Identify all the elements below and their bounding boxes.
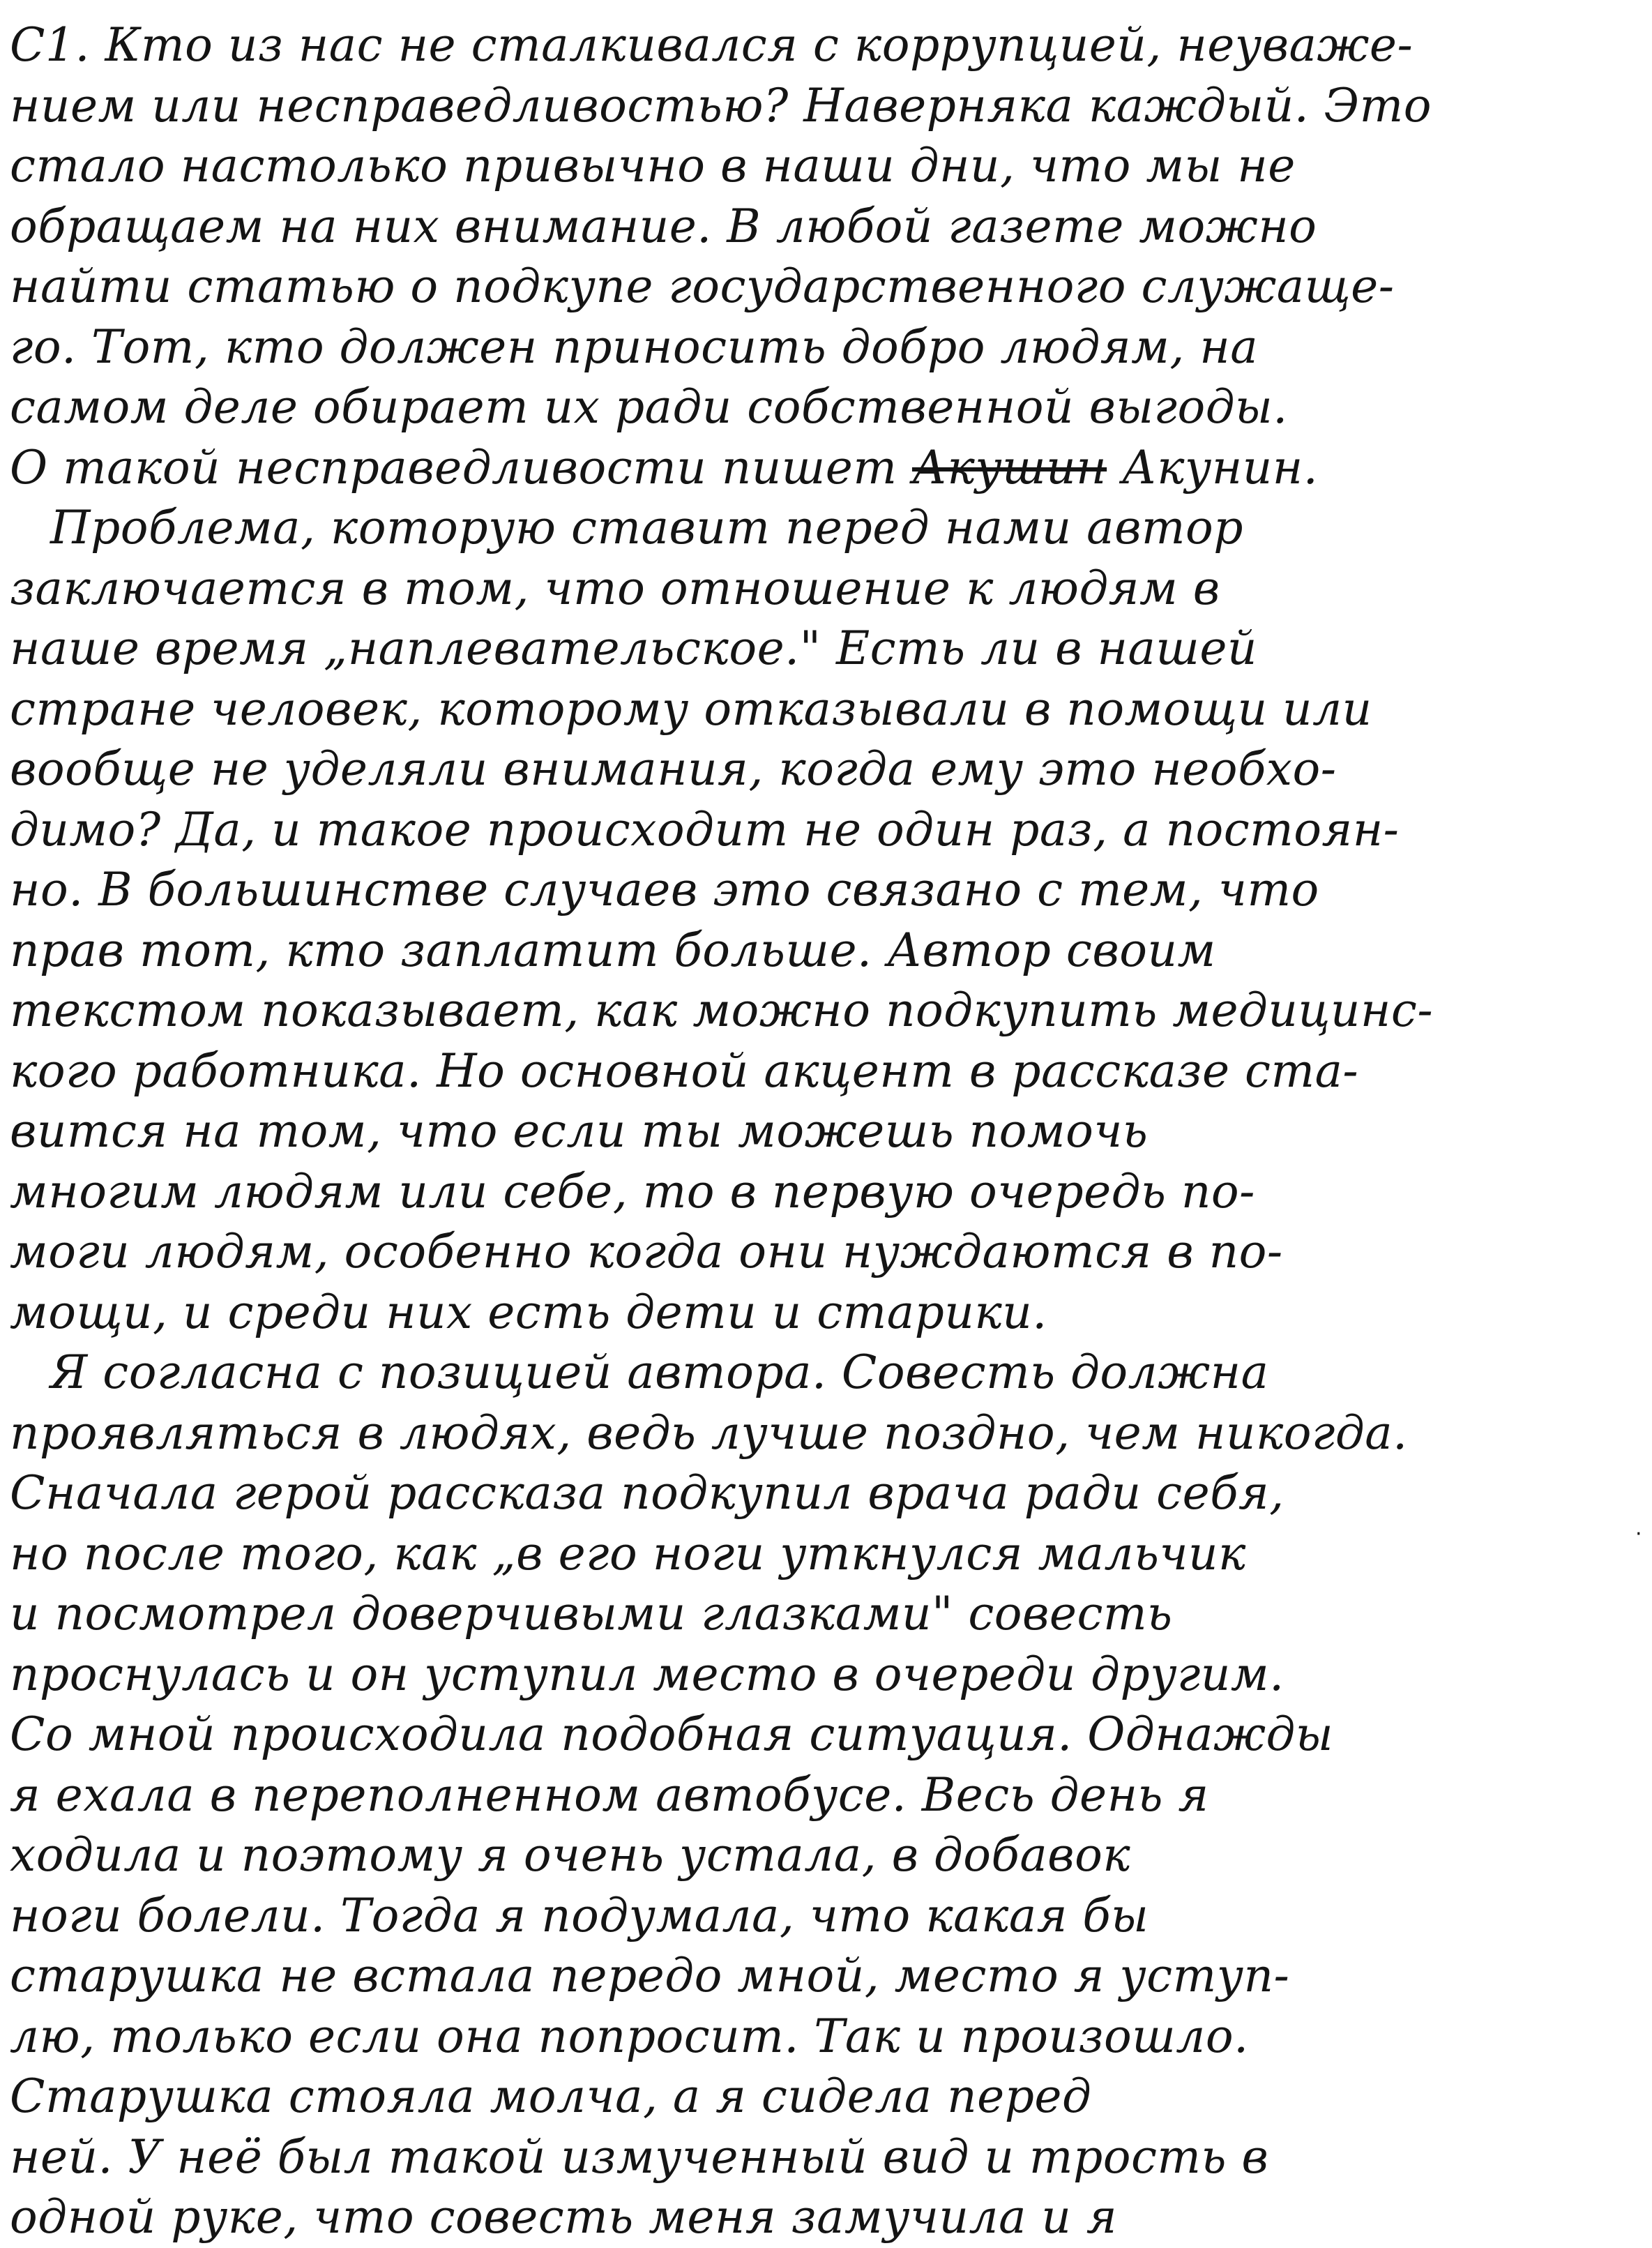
essay-line: и посмотрел доверчивыми глазками" совесть xyxy=(10,1587,1173,1640)
essay-line: но. В большинстве случаев это связано с тем, что xyxy=(10,863,1319,916)
crossed-out-word: Акушин xyxy=(911,440,1107,495)
essay-line: вообще не уделяли внимания, когда ему это необхо- xyxy=(10,742,1337,796)
essay-line: я ехала в переполненном автобусе. Весь день я xyxy=(10,1767,1209,1822)
essay-line: моги людям, особенно когда они нуждаются в по- xyxy=(10,1225,1283,1278)
essay-line: ней. У неё был такой измученный вид и трость в xyxy=(10,2129,1269,2184)
essay-line: прав тот, кто заплатит больше. Автор своим xyxy=(10,923,1216,977)
essay-line-part: Акунин. xyxy=(1107,440,1319,495)
essay-line: вится на том, что если ты можешь помочь xyxy=(10,1104,1149,1158)
essay-line-part: О такой несправедливости пишет xyxy=(10,440,912,495)
essay-line: го. Тот, кто должен приносить добро людям, на xyxy=(10,319,1259,374)
essay-line: Проблема, которую ставит перед нами автор xyxy=(50,501,1243,555)
essay-line: наше время „наплевательское." Есть ли в нашей xyxy=(10,621,1257,675)
essay-line: самом деле обирает их ради собственной выгоды. xyxy=(10,380,1288,434)
essay-line: найти статью о подкупе государственного служаще- xyxy=(10,259,1395,313)
essay-line: многим людям или себе, то в первую очередь по- xyxy=(10,1164,1255,1219)
essay-line: старушка не встала передо мной, место я уступ- xyxy=(10,1949,1290,2002)
essay-line-with-correction xyxy=(10,438,1642,499)
essay-line: димо? Да, и такое происходит не один раз, а постоян- xyxy=(10,802,1400,857)
essay-line: Я согласна с позицией автора. Совесть должна xyxy=(50,1345,1269,1399)
essay-line: ноги болели. Тогда я подумала, что какая бы xyxy=(10,1888,1149,1943)
essay-line: проявляться в людях, ведь лучше поздно, чем никогда. xyxy=(10,1405,1408,1460)
essay-line: лю, только если она попросит. Так и произошло. xyxy=(10,2009,1249,2063)
essay-line: кого работника. Но основной акцент в рассказе ста- xyxy=(10,1043,1359,1098)
essay-line: обращаем на них внимание. В любой газете можно xyxy=(10,199,1317,253)
essay-line: проснулась и он уступил место в очереди другим. xyxy=(10,1647,1285,1701)
essay-line: С1. Кто из нас не сталкивался с коррупцией, неуваже- xyxy=(10,18,1414,72)
essay-line: но после того, как „в его ноги уткнулся мальчик xyxy=(10,1526,1246,1581)
essay-line: мощи, и среди них есть дети и старики. xyxy=(10,1285,1047,1339)
essay-line: ходила и поэтому я очень устала, в добавок xyxy=(10,1828,1131,1882)
essay-line: Сначала герой рассказа подкупил врача ради себя, xyxy=(10,1466,1285,1520)
essay-line: текстом показывает, как можно подкупить медицинс- xyxy=(10,983,1434,1037)
ink-speck: · xyxy=(1635,1522,1642,1546)
essay-text-block xyxy=(10,15,1642,2248)
essay-line: стране человек, которому отказывали в помощи или xyxy=(10,681,1372,736)
essay-line: Старушка стояла молча, а я сидела перед xyxy=(10,2069,1092,2123)
essay-line: Со мной происходила подобная ситуация. Однажды xyxy=(10,1707,1334,1761)
essay-line: нием или несправедливостью? Наверняка каждый. Это xyxy=(10,78,1432,133)
essay-line: стало настолько привычно в наши дни, что мы не xyxy=(10,139,1296,193)
essay-line: заключается в том, что отношение к людям в xyxy=(10,561,1220,615)
essay-line: одной руке, что совесть меня замучила и я xyxy=(10,2190,1118,2244)
